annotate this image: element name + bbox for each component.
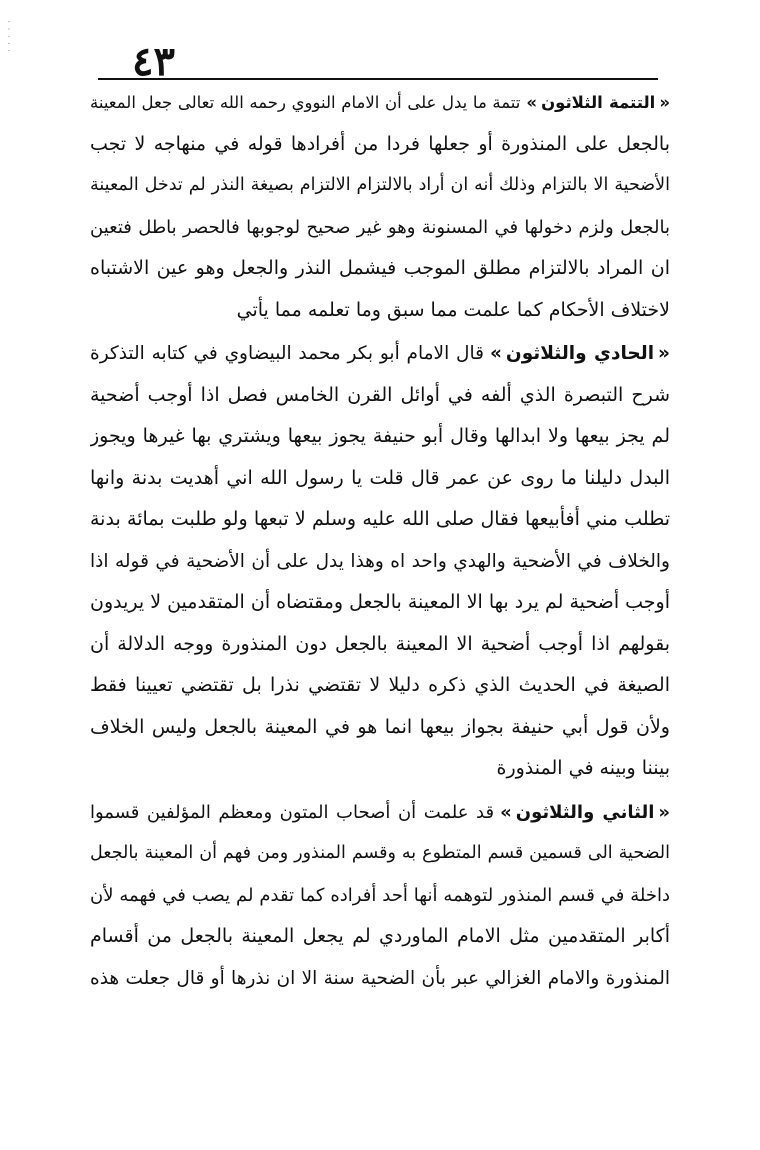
header-rule (98, 78, 658, 80)
text-line: تطلب مني أفأبيعها فقال صلى الله عليه وسلم لا تبعها ولو طلبت بمائة بدنة (90, 508, 670, 530)
line-text: تتمة ما يدل على أن الامام النووي رحمه الله تعالى جعل المعينة (90, 93, 521, 112)
text-line: البدل دليلنا ما روى عن عمر قال قلت يا رسول الله اني أهديت بدنة وانها (90, 466, 670, 489)
line-text: قد علمت أن أصحاب المتون ومعظم المؤلفين قسموا (90, 801, 495, 823)
text-line: الصيغة في الحديث الذي ذكره دليلا لا تقتضي نذرا بل تقتضي تعيينا فقط (90, 674, 670, 696)
text-line (90, 792, 670, 834)
body-text (90, 82, 670, 999)
section-heading: « الحادي والثلاثون » (484, 343, 670, 364)
text-line: أوجب أضحية لم يرد بها الا المعينة بالجعل ومقتضاه أن المتقدمين لا يريدون (90, 591, 670, 613)
edge-marks: · · · · · (5, 20, 12, 53)
text-line: أكابر المتقدمين مثل الامام الماوردي لم يجعل المعينة بالجعل من أقسام (90, 925, 670, 947)
text-line: شرح التبصرة الذي ألفه في أوائل القرن الخامس فصل اذا أوجب أضحية (90, 383, 670, 406)
text-line: المنذورة والامام الغزالي عبر بأن الضحية سنة الا ان نذرها أو قال جعلت هذه (90, 967, 670, 989)
section-heading: « الثاني والثلاثون » (494, 802, 670, 823)
section-heading: « التتمة الثلاثون » (520, 93, 670, 112)
text-line: لم يجز بيعها ولا ابدالها وقال أبو حنيفة يجوز بيعها ويشتري بها غيرها ويجوز (90, 425, 670, 447)
text-line: الضحية الى قسمين قسم المتطوع به وقسم المنذور ومن فهم أن المعينة بالجعل (90, 843, 670, 863)
line-text: قال الامام أبو بكر محمد البيضاوي في كتابه التذكرة (90, 343, 484, 364)
text-line: لاختلاف الأحكام كما علمت مما سبق وما تعلمه مما يأتي (236, 298, 670, 321)
text-line: الأضحية الا بالتزام وذلك أنه ان أراد بالالتزام الالتزام بصيغة النذر لم تدخل المعينة (90, 175, 670, 195)
text-line: والخلاف في الأضحية والهدي واحد اه وهذا يدل على أن الأضحية في قوله اذا (90, 550, 670, 572)
text-line: ان المراد بالالتزام مطلق الموجب فيشمل النذر والجعل وهو عين الاشتباه (90, 257, 670, 279)
text-line: بقولهم اذا أوجب أضحية الا المعينة بالجعل دون المنذورة ووجه الدلالة أن (90, 632, 670, 655)
page-number: ٤٣ (132, 38, 175, 85)
text-line: ولأن قول أبي حنيفة بجواز بيعها انما هو في المعينة بالجعل وليس الخلاف (90, 715, 670, 738)
text-line: داخلة في قسم المنذور لتوهمه أنها أحد أفراده كما تقدم لم يصب في فهمه لأن (90, 884, 670, 906)
text-line: بالجعل على المنذورة أو جعلها فردا من أفرادها قوله في منهاجه لا تجب (90, 132, 670, 155)
text-line: بالجعل ولزم دخولها في المسنونة وهو غير صحيح لوجوبها فالحصر باطل فتعين (90, 216, 670, 238)
text-line (90, 82, 670, 124)
text-line: بيننا وبينه في المنذورة (496, 757, 670, 779)
text-line (90, 333, 670, 375)
